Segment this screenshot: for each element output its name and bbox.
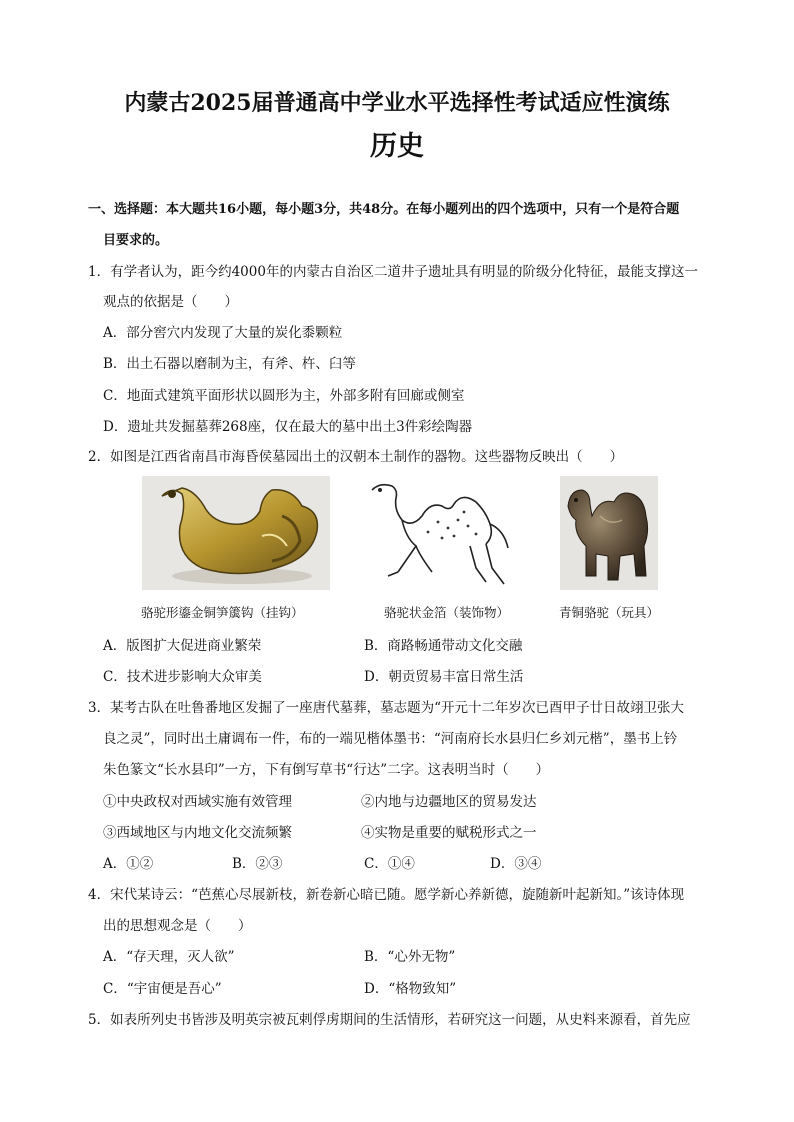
- q2-option-a[interactable]: A．版图扩大促进商业繁荣: [103, 638, 262, 654]
- q1-stem-line1: 1．有学者认为，距今约4000年的内蒙古自治区二道井子遗址具有明显的阶级分化特征，最能支撑这一: [88, 264, 698, 280]
- camel-hook-image: [142, 476, 330, 590]
- q1-option-d[interactable]: D．遗址共发掘墓葬268座，仅在最大的墓中出土3件彩绘陶器: [103, 419, 473, 435]
- q1-stem-line2: 观点的依据是（ ）: [103, 294, 238, 310]
- q4-stem-line2: 出的思想观念是（ ）: [103, 918, 252, 934]
- q2-option-d[interactable]: D．朝贡贸易丰富日常生活: [364, 669, 524, 685]
- q3-option-a[interactable]: A．①②: [103, 856, 154, 872]
- q3-statement-1: ①中央政权对西域实施有效管理: [103, 794, 292, 810]
- q4-option-d[interactable]: D．“格物致知”: [364, 981, 457, 997]
- q2-option-c[interactable]: C．技术进步影响大众审美: [103, 669, 262, 685]
- q3-statement-3: ③西域地区与内地文化交流频繁: [103, 825, 292, 841]
- q3-statement-4: ④实物是重要的赋税形式之一: [361, 825, 537, 841]
- q5-stem-line1: 5．如表所列史书皆涉及明英宗被瓦剌俘虏期间的生活情形，若研究这一问题，从史料来源看，首先应: [88, 1012, 691, 1028]
- q3-stem-line3: 朱色篆文“长水县印”一方，下有倒写草书“行达”二字。这表明当时（ ）: [103, 762, 550, 778]
- q4-stem-line1: 4．宋代某诗云：“芭蕉心尽展新枝，新卷新心暗已随。愿学新心养新德，旋随新叶起新知。”该诗体现: [88, 887, 685, 903]
- q1-option-b[interactable]: B．出土石器以磨制为主，有斧、杵、臼等: [103, 356, 356, 372]
- section-instruction-line2: 目要求的。: [103, 233, 169, 248]
- section-instruction-line1: 一、选择题：本大题共16小题，每小题3分，共48分。在每小题列出的四个选项中，只有一个是符合题: [88, 202, 680, 217]
- q4-option-b[interactable]: B．“心外无物”: [364, 949, 456, 965]
- subject-title: 历史: [370, 131, 424, 162]
- q4-option-c[interactable]: C．“宇宙便是吾心”: [103, 981, 222, 997]
- q1-option-c[interactable]: C．地面式建筑平面形状以圆形为主，外部多附有回廊或侧室: [103, 388, 465, 404]
- q3-stem-line1: 3．某考古队在吐鲁番地区发掘了一座唐代墓葬，墓志题为“开元十二年岁次已酉甲子廿日故翊卫张大: [88, 700, 684, 716]
- q3-option-c[interactable]: C．①④: [364, 856, 415, 872]
- q2-stem-line1: 2．如图是江西省南昌市海昏侯墓园出土的汉朝本土制作的器物。这些器物反映出（ ）: [88, 449, 624, 465]
- q4-option-a[interactable]: A．“存天理，灭人欲”: [103, 949, 235, 965]
- bronze-camel-image: [560, 476, 658, 590]
- caption-camel-hook: 骆驼形鎏金铜笋簴钩（挂钩）: [141, 605, 304, 620]
- exam-title: 内蒙古2025届普通高中学业水平选择性考试适应性演练: [124, 90, 670, 116]
- q3-stem-line2: 良之灵”，同时出土庸调布一件，布的一端见楷体墨书：“河南府长水县归仁乡刘元楷”，墨书上钤: [103, 731, 678, 747]
- caption-bronze-camel: 青铜骆驼（玩具）: [559, 605, 660, 620]
- caption-camel-foil: 骆驼状金箔（装饰物）: [384, 605, 510, 620]
- q3-option-b[interactable]: B．②③: [232, 856, 283, 872]
- q3-option-d[interactable]: D．③④: [490, 856, 542, 872]
- camel-gold-foil-image: [358, 476, 530, 590]
- q1-option-a[interactable]: A．部分窖穴内发现了大量的炭化黍颗粒: [103, 325, 343, 341]
- q2-option-b[interactable]: B．商路畅通带动文化交融: [364, 638, 523, 654]
- q3-statement-2: ②内地与边疆地区的贸易发达: [361, 794, 537, 810]
